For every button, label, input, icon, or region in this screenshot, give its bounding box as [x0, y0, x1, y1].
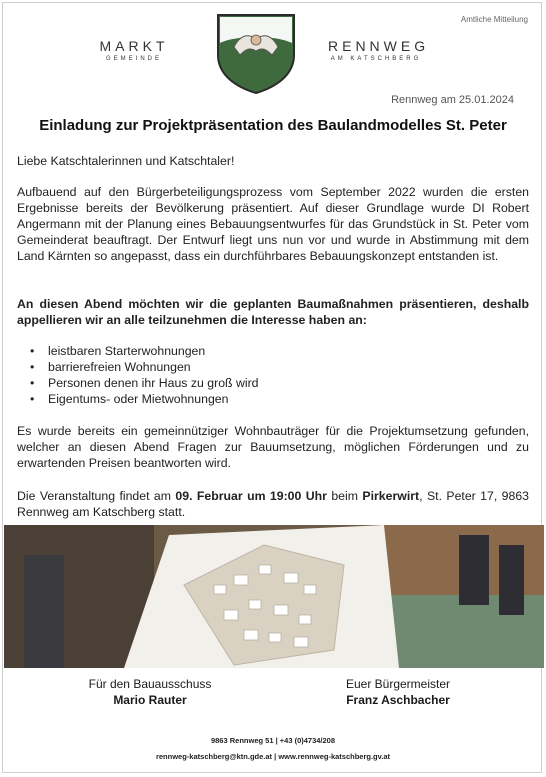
brand-left: [98, 38, 170, 62]
event-date: 09. Februar um 19:00 Uhr: [175, 489, 327, 503]
builder-paragraph: Es wurde bereits ein gemeinnütziger Wohnbauträger für die Projektumsetzung gefunden, welcher an diesen Abend Fragen zur Bauumsetzung, möglichen Förderungen und zu erwartenden Preisen beantworten wird.: [17, 424, 529, 470]
signature-left-role: Für den Bauausschuss: [88, 677, 212, 691]
list-item: • leistbaren Starterwohnungen: [30, 343, 259, 359]
event-paragraph: [17, 488, 529, 520]
brand-left-title: MARKT: [99, 38, 169, 54]
event-text-pre: Die Veranstaltung findet am: [17, 489, 171, 503]
signature-left: [70, 676, 230, 708]
brand-right: [328, 38, 430, 62]
list-item: • Eigentums- oder Mietwohnungen: [30, 391, 259, 407]
footer-contact[interactable]: rennweg-katschberg@ktn.gde.at | www.rennweg-katschberg.gv.at: [155, 752, 391, 761]
official-notice-label: Amtliche Mitteilung: [460, 15, 528, 24]
appeal-paragraph: An diesen Abend möchten wir die geplanten Baumaßnahmen präsentieren, deshalb appellieren wir an alle teilzunehmen die Interesse haben an:: [17, 297, 529, 327]
municipal-crest-icon: [216, 13, 296, 95]
event-venue: Pirkerwirt: [362, 489, 420, 503]
interest-list: [30, 343, 259, 407]
intro-paragraph: Aufbauend auf den Bürgerbeteiligungsprozess vom September 2022 wurden die ersten Ergebnisse bereits der Bevölkerung präsentiert. Auf dieser Grundlage wurde DI Robert Angermann mit der Planung eines Bebauungsentwurfes für das Grundstück in St. Peter vom Gemeinderat beauftragt. Der Entwurf liegt uns nun vor und wurde in Abstimmung mit dem Land Kärnten so angepasst, dass ein durchführbares Bebauungskonzept entstanden ist.: [17, 185, 529, 263]
brand-right-title: RENNWEG: [328, 38, 430, 54]
list-item: • barrierefreien Wohnungen: [30, 359, 259, 375]
signature-right-role: Euer Bürgermeister: [345, 677, 451, 691]
signature-right: [328, 676, 468, 708]
list-item: • Personen denen ihr Haus zu groß wird: [30, 375, 259, 391]
signature-left-name: Mario Rauter: [113, 693, 187, 707]
brand-right-subtitle: AM KATSCHBERG: [330, 56, 422, 62]
model-photo: [4, 525, 544, 668]
event-text-mid: beim: [331, 489, 358, 503]
letter-date: Rennweg am 25.01.2024: [391, 94, 514, 106]
footer-address: 9863 Rennweg 51 | +43 (0)4734/208: [210, 736, 336, 745]
signature-right-name: Franz Aschbacher: [346, 693, 450, 707]
brand-left-subtitle: GEMEINDE: [105, 56, 162, 62]
greeting: Liebe Katschtalerinnen und Katschtaler!: [17, 154, 235, 168]
event-text-post: , St. Peter 17, 9863 Rennweg am Katschberg statt.: [17, 489, 530, 519]
letter-title: Einladung zur Projektpräsentation des Baulandmodelles St. Peter: [39, 117, 507, 134]
